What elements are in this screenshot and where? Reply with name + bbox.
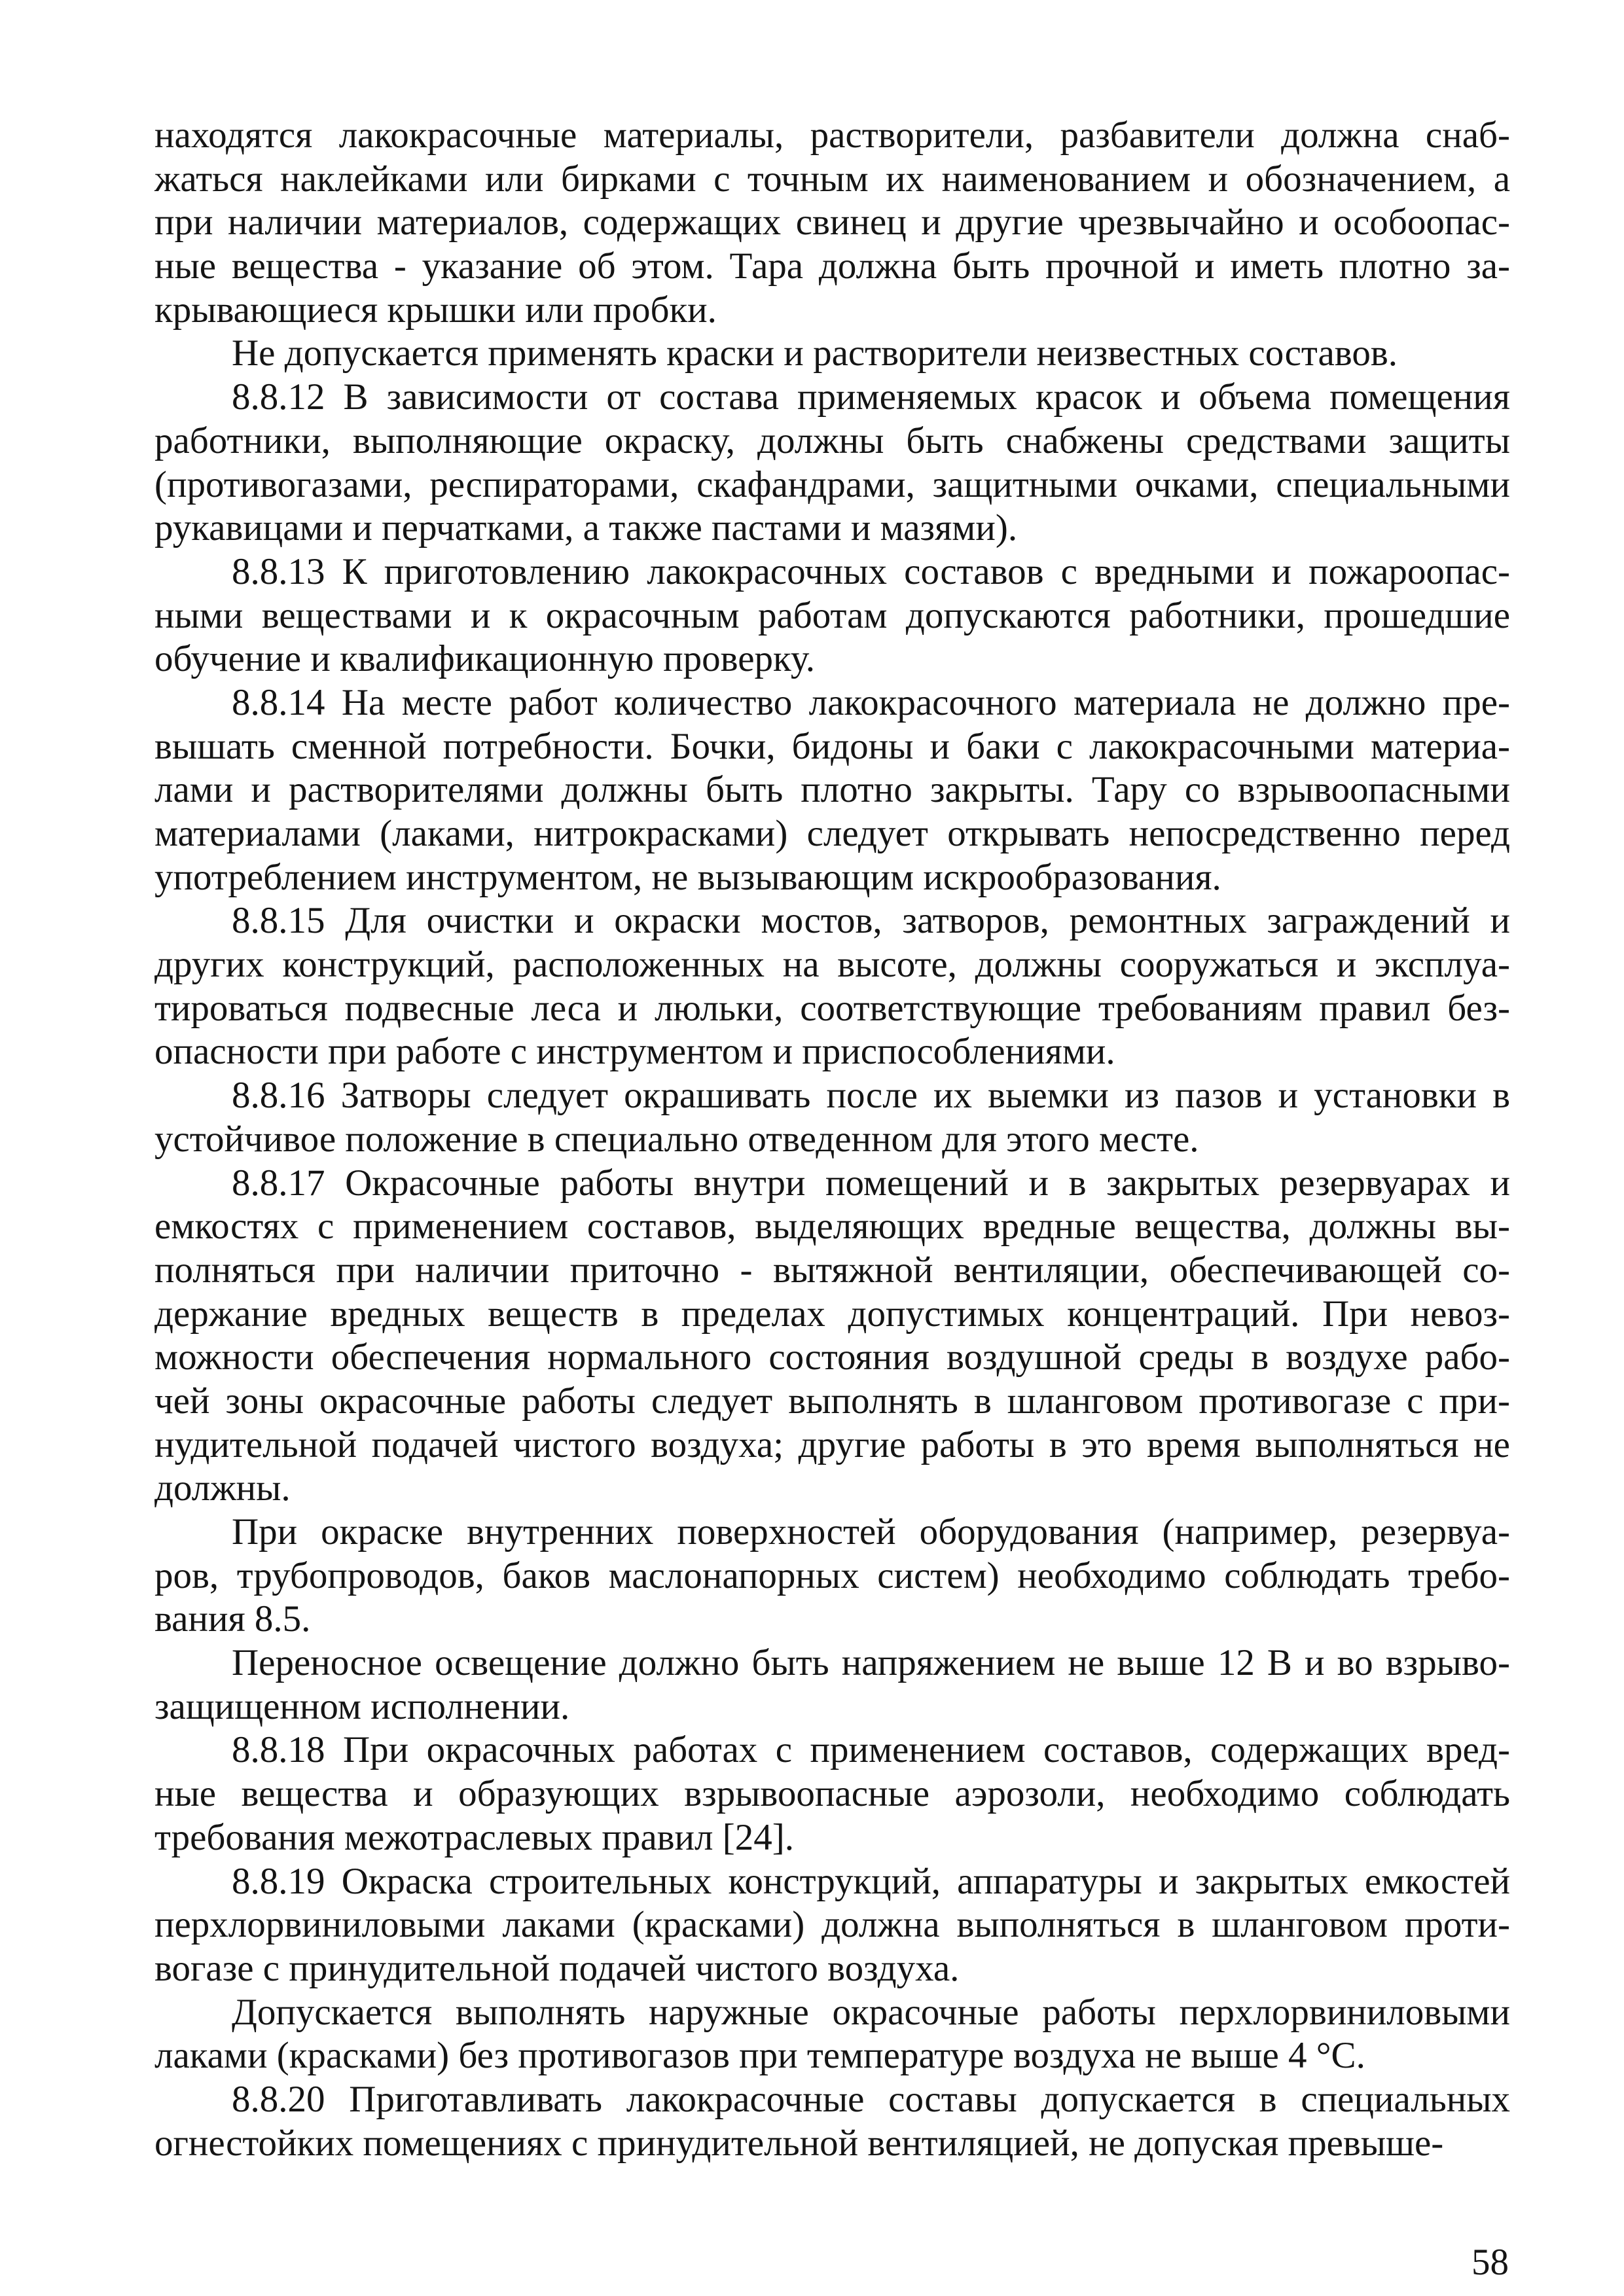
page-number: 58	[1471, 2242, 1509, 2283]
text-line: лами и растворителями должны быть плотно закрыты. Тару со взрывоопасными	[154, 769, 1510, 811]
paragraph-p-8-8-15	[154, 899, 1510, 1074]
text-line: материалами (лаками, нитрокрасками) следует открывать непосредственно перед	[154, 813, 1510, 854]
text-line: 8.8.16 Затворы следует окрашивать после их выемки из пазов и установки в	[232, 1075, 1510, 1117]
text-line: 8.8.19 Окраска строительных конструкций, аппаратуры и закрытых емкостей	[232, 1860, 1510, 1902]
paragraph-p-8-8-14	[154, 681, 1510, 899]
text-line: крывающиеся крышки или пробки.	[154, 289, 717, 331]
text-line: ные вещества - указание об этом. Тара должна быть прочной и иметь плотно за-	[154, 245, 1510, 287]
paragraph-p-outdoor-work	[154, 1991, 1510, 2078]
text-line: тироваться подвесные леса и люльки, соответствующие требованиям правил без-	[154, 987, 1510, 1029]
paragraph-p-intro	[154, 114, 1510, 332]
text-line: 8.8.14 На месте работ количество лакокрасочного материала не должно пре-	[232, 681, 1510, 723]
text-line: огнестойких помещениях с принудительной вентиляцией, не допуская превыше-	[154, 2122, 1444, 2164]
text-line: 8.8.20 Приготавливать лакокрасочные составы допускается в специальных	[232, 2078, 1510, 2120]
text-line: можности обеспечения нормального состояния воздушной среды в воздухе рабо-	[154, 1336, 1510, 1378]
text-line: требования межотраслевых правил [24].	[154, 1816, 794, 1858]
paragraph-p-8-8-12	[154, 376, 1510, 550]
text-line: других конструкций, расположенных на высоте, должны сооружаться и эксплуа-	[154, 944, 1510, 986]
text-line: Переносное освещение должно быть напряжением не выше 12 В и во взрыво-	[232, 1642, 1510, 1684]
text-line: должны.	[154, 1467, 291, 1509]
text-line: полняться при наличии приточно - вытяжной вентиляции, обеспечивающей со-	[154, 1249, 1510, 1291]
paragraph-p-8-8-19	[154, 1860, 1510, 1991]
text-line: При окраске внутренних поверхностей оборудования (например, резервуа-	[232, 1511, 1510, 1552]
paragraph-p-8-8-18	[154, 1729, 1510, 1859]
text-line: обучение и квалификационную проверку.	[154, 638, 815, 680]
paragraph-p-8-8-17	[154, 1162, 1510, 1511]
text-line: емкостях с применением составов, выделяющих вредные вещества, должны вы-	[154, 1206, 1510, 1247]
paragraph-p-8-8-20	[154, 2078, 1510, 2165]
text-line: жаться наклейками или бирками с точным их наименованием и обозначением, а	[154, 158, 1510, 200]
paragraph-p-unknown-paints	[154, 332, 1510, 376]
text-line: вышать сменной потребности. Бочки, бидоны и баки с лакокрасочными материа-	[154, 725, 1510, 767]
paragraph-p-8-8-13	[154, 550, 1510, 681]
text-line: нудительной подачей чистого воздуха; другие работы в это время выполняться не	[154, 1424, 1510, 1465]
text-line: опасности при работе с инструментом и приспособлениями.	[154, 1031, 1115, 1073]
text-line: работники, выполняющие окраску, должны быть снабжены средствами защиты	[154, 420, 1510, 461]
text-line: держание вредных веществ в пределах допустимых концентраций. При невоз-	[154, 1293, 1510, 1335]
text-line: (противогазами, респираторами, скафандрами, защитными очками, специальными	[154, 463, 1510, 505]
text-line: ными веществами и к окрасочным работам допускаются работники, прошедшие	[154, 594, 1510, 636]
text-line: лаками (красками) без противогазов при температуре воздуха не выше 4 °С.	[154, 2035, 1365, 2077]
paragraph-p-internal-surfaces	[154, 1511, 1510, 1641]
text-line: чей зоны окрасочные работы следует выполнять в шланговом противогазе с при-	[154, 1380, 1510, 1422]
text-line: вания 8.5.	[154, 1598, 311, 1640]
text-line: ров, трубопроводов, баков маслонапорных систем) необходимо соблюдать требо-	[154, 1554, 1510, 1596]
text-line: 8.8.17 Окрасочные работы внутри помещений и в закрытых резервуарах и	[232, 1162, 1510, 1204]
text-line: 8.8.18 При окрасочных работах с применением составов, содержащих вред-	[232, 1729, 1510, 1771]
text-line: перхлорвиниловыми лаками (красками) должна выполняться в шланговом проти-	[154, 1904, 1510, 1946]
paragraph-p-portable-lighting	[154, 1641, 1510, 1729]
text-line: ные вещества и образующих взрывоопасные аэрозоли, необходимо соблюдать	[154, 1773, 1510, 1815]
text-line: употреблением инструментом, не вызывающим искрообразования.	[154, 856, 1221, 898]
body-text	[154, 114, 1510, 2165]
text-line: при наличии материалов, содержащих свинец и другие чрезвычайно и особоопас-	[154, 202, 1510, 243]
text-line: 8.8.12 В зависимости от состава применяемых красок и объема помещения	[232, 376, 1510, 418]
paragraph-p-8-8-16	[154, 1074, 1510, 1161]
text-line: Допускается выполнять наружные окрасочные работы перхлорвиниловыми	[232, 1991, 1510, 2033]
text-line: 8.8.15 Для очистки и окраски мостов, затворов, ремонтных заграждений и	[232, 900, 1510, 942]
text-line: рукавицами и перчатками, а также пастами и мазями).	[154, 507, 1018, 549]
text-line: Не допускается применять краски и растворители неизвестных составов.	[232, 332, 1398, 374]
text-line: устойчивое положение в специально отведенном для этого месте.	[154, 1118, 1199, 1160]
text-line: защищенном исполнении.	[154, 1685, 570, 1727]
text-line: 8.8.13 К приготовлению лакокрасочных составов с вредными и пожароопас-	[232, 550, 1510, 592]
text-line: находятся лакокрасочные материалы, растворители, разбавители должна снаб-	[154, 115, 1510, 156]
text-line: вогазе с принудительной подачей чистого воздуха.	[154, 1947, 960, 1989]
